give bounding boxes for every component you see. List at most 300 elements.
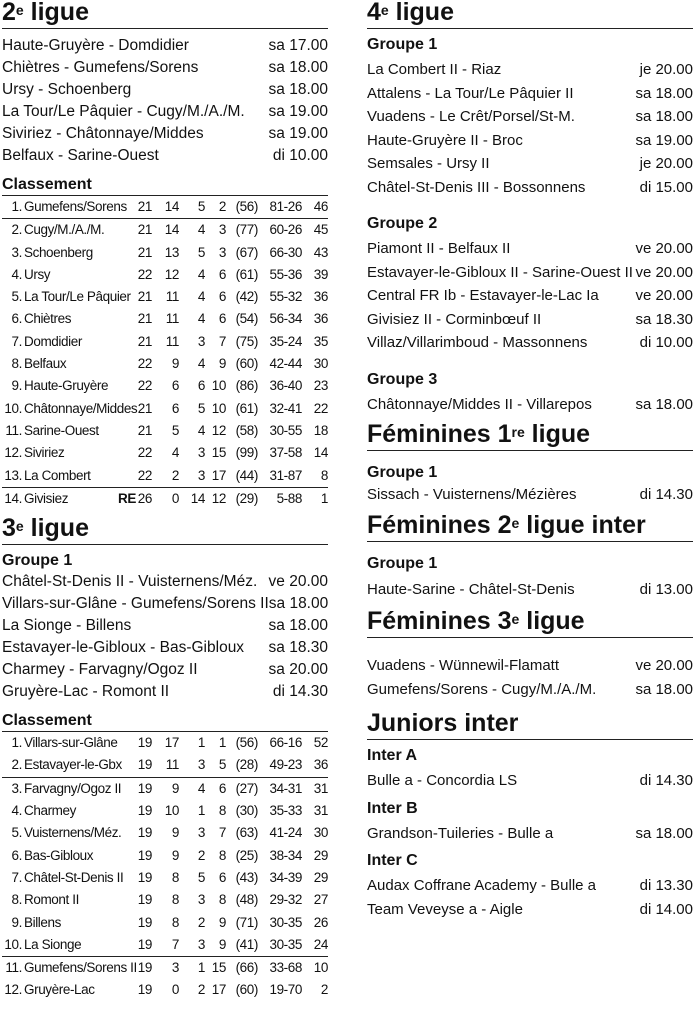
team-name: Ursy: [24, 266, 51, 282]
match-teams: Villars-sur-Glâne - Gumefens/Sorens II: [2, 595, 269, 613]
team-name: La Sionge: [24, 936, 82, 952]
match-date: ve 20.00: [635, 657, 693, 674]
stat-p: 22: [137, 445, 152, 461]
stat-l: 6: [218, 869, 226, 885]
match-teams: Bulle a - Concordia LS: [367, 772, 518, 789]
stat-goals: 38-34: [269, 847, 302, 863]
stat-pts: 10: [313, 960, 328, 976]
stat-d: 5: [197, 869, 205, 885]
table-row: [2, 934, 328, 957]
match-teams: Grandson-Tuileries - Bulle a: [367, 824, 554, 842]
stat-w: 9: [171, 356, 179, 372]
match-row: [2, 35, 328, 57]
stat-d: 4: [197, 780, 205, 796]
table-row: [2, 219, 328, 241]
stat-d: 3: [197, 333, 205, 349]
stat-pts: 27: [313, 892, 328, 908]
team-name: La Tour/Le Pâquier: [24, 289, 131, 305]
match-date: sa 18.00: [635, 824, 693, 842]
match-list: [367, 58, 693, 199]
stat-goals: 31-87: [269, 467, 302, 483]
section-title-2e-ligue: 2e ligue: [2, 0, 328, 29]
stat-goals: 55-36: [269, 266, 302, 282]
match-date: sa 18.00: [635, 680, 693, 698]
match-teams: Estavayer-le-Gibloux - Bas-Gibloux: [2, 639, 245, 657]
group-block: [367, 799, 693, 846]
stat-p: 21: [137, 289, 152, 305]
group-block: [367, 214, 693, 355]
stat-pts: 8: [320, 467, 328, 483]
match-list: [367, 769, 693, 793]
table-row: [2, 286, 328, 308]
match-row: [367, 105, 693, 129]
stat-p: 19: [137, 960, 152, 976]
match-date: ve 20.00: [635, 240, 693, 257]
stat-pen: (30): [235, 803, 258, 819]
stat-w: 7: [171, 936, 179, 952]
stat-pts: 39: [313, 266, 328, 282]
stat-d: 3: [197, 467, 205, 483]
stat-pts: 43: [313, 244, 328, 260]
match-date: di 10.00: [272, 147, 328, 164]
stat-goals: 5-88: [276, 490, 302, 506]
stat-pts: 18: [313, 422, 328, 438]
stat-w: 0: [171, 490, 179, 506]
stat-w: 5: [171, 422, 179, 438]
team-name: Gruyère-Lac: [24, 982, 95, 998]
rank: 5.: [11, 289, 22, 305]
stat-pen: (28): [235, 757, 258, 773]
group-heading: Inter B: [367, 799, 418, 817]
stat-pen: (61): [235, 266, 258, 282]
match-teams: Estavayer-le-Gibloux II - Sarine-Ouest II: [367, 263, 633, 281]
match-teams: Gumefens/Sorens - Cugy/M./A./M.: [367, 680, 597, 698]
match-date: ve 20.00: [635, 287, 693, 304]
stat-d: 4: [197, 422, 205, 438]
stat-d: 4: [197, 356, 205, 372]
match-teams: Sissach - Vuisternens/Mézières: [367, 486, 577, 503]
stat-d: 5: [197, 244, 205, 260]
team-name: Farvagny/Ogoz II: [24, 780, 122, 796]
table-row: [2, 442, 328, 464]
team-name: Domdidier: [24, 333, 82, 349]
table-row: [2, 331, 328, 353]
team-name: Chiètres: [24, 311, 72, 327]
match-date: di 14.00: [639, 900, 693, 918]
match-row: [367, 176, 693, 200]
stat-p: 19: [137, 757, 152, 773]
match-row: [2, 615, 328, 637]
stat-pts: 29: [313, 869, 328, 885]
match-date: sa 19.00: [268, 125, 328, 142]
group-block: [367, 851, 693, 921]
match-row: [2, 57, 328, 79]
match-date: di 13.00: [639, 580, 693, 598]
stat-l: 8: [218, 892, 226, 908]
match-date: sa 18.00: [635, 84, 693, 102]
stat-w: 9: [171, 825, 179, 841]
match-row: [2, 637, 328, 659]
rank: 13.: [4, 467, 22, 483]
stat-pts: 31: [313, 780, 328, 796]
stat-goals: 42-44: [269, 356, 302, 372]
team-name: Estavayer-le-Gbx: [24, 757, 122, 773]
match-teams: Châtel-St-Denis II - Vuisternens/Méz.: [2, 573, 258, 591]
match-teams: Belfaux - Sarine-Ouest: [2, 147, 159, 164]
stat-w: 14: [164, 199, 179, 214]
match-date: sa 18.00: [268, 81, 328, 98]
stat-p: 22: [137, 467, 152, 483]
stat-goals: 37-58: [269, 445, 302, 461]
stat-pen: (67): [235, 244, 258, 260]
stat-l: 10: [211, 400, 226, 416]
match-row: [2, 123, 328, 145]
rank: 1.: [11, 199, 22, 214]
stat-pts: 46: [313, 199, 328, 214]
stat-goals: 29-32: [269, 892, 302, 908]
stat-d: 4: [197, 266, 205, 282]
stat-p: 19: [137, 914, 152, 930]
team-name: Schoenberg: [24, 244, 93, 260]
stat-w: 9: [171, 780, 179, 796]
stat-p: 19: [137, 982, 152, 998]
stat-l: 9: [218, 914, 226, 930]
stat-pts: 2: [320, 982, 328, 998]
match-row: [2, 681, 328, 703]
rank: 9.: [11, 378, 22, 394]
team-name: Cugy/M./A./M.: [24, 222, 105, 238]
group-heading: Groupe 1: [367, 36, 438, 53]
stat-goals: 30-35: [269, 936, 302, 952]
match-teams: Team Veveyse a - Aigle: [367, 900, 523, 918]
table-row: [2, 822, 328, 844]
match-teams: Châtonnaye/Middes II - Villarepos: [367, 395, 592, 413]
match-list-feminines-3e: [367, 654, 693, 701]
stat-w: 6: [171, 378, 179, 394]
match-date: sa 18.00: [268, 59, 328, 76]
stat-l: 1: [218, 735, 226, 751]
rank: 4.: [11, 266, 22, 282]
stat-p: 21: [137, 333, 152, 349]
match-row: [2, 593, 328, 615]
stat-w: 14: [164, 222, 179, 238]
rank: 8.: [11, 356, 22, 372]
group-block: [367, 746, 693, 793]
stat-pts: 14: [313, 445, 328, 461]
stat-pen: (54): [235, 311, 258, 327]
stat-l: 17: [211, 982, 226, 998]
left-column: [2, 0, 328, 1002]
match-row: [2, 79, 328, 101]
table-row: [2, 465, 328, 488]
group-heading: Groupe 1: [367, 554, 438, 572]
stat-p: 21: [137, 422, 152, 438]
table-row: [2, 420, 328, 442]
table-row: [2, 778, 328, 800]
match-row: [367, 237, 693, 261]
stat-pts: 30: [313, 825, 328, 841]
stat-d: 1: [197, 735, 205, 751]
match-teams: Haute-Gruyère - Domdidier: [2, 37, 189, 54]
match-teams: La Combert II - Riaz: [367, 61, 502, 78]
team-name: Villars-sur-Glâne: [24, 735, 118, 751]
stat-l: 12: [211, 490, 226, 506]
match-teams: Attalens - La Tour/Le Pâquier II: [367, 84, 574, 102]
stat-w: 11: [165, 311, 179, 327]
rank: 3.: [11, 780, 22, 796]
stat-w: 12: [164, 266, 179, 282]
stat-goals: 30-55: [269, 422, 302, 438]
rank: 7.: [11, 869, 22, 885]
stat-goals: 60-26: [269, 222, 302, 238]
groups-juniors-inter: [367, 746, 693, 921]
match-teams: Piamont II - Belfaux II: [367, 240, 511, 257]
team-name: Gumefens/Sorens: [24, 199, 127, 214]
section-title-3e-ligue: 3e ligue: [2, 516, 328, 545]
stat-goals: 81-26: [269, 199, 302, 214]
stat-w: 4: [171, 445, 179, 461]
team-name: Givisiez: [24, 490, 69, 506]
stat-pen: (58): [235, 422, 258, 438]
stat-p: 22: [137, 356, 152, 372]
stat-pts: 45: [313, 222, 328, 238]
stat-l: 6: [218, 266, 226, 282]
stat-d: 3: [197, 936, 205, 952]
match-row: [367, 393, 693, 417]
stat-l: 9: [218, 356, 226, 372]
stat-l: 10: [211, 378, 226, 394]
match-date: di 14.30: [639, 486, 693, 503]
match-date: sa 17.00: [268, 37, 328, 54]
rank: 11.: [5, 422, 22, 438]
match-list: [367, 393, 693, 417]
stat-pts: 23: [313, 378, 328, 394]
match-date: sa 20.00: [268, 661, 328, 679]
rank: 10.: [4, 936, 22, 952]
match-row: [367, 331, 693, 355]
table-row: [2, 979, 328, 1001]
stat-pts: 35: [313, 333, 328, 349]
stat-goals: 33-68: [269, 960, 302, 976]
match-list-3e-ligue: [2, 571, 328, 703]
stat-w: 11: [165, 333, 179, 349]
stat-p: 19: [137, 803, 152, 819]
stat-w: 11: [165, 289, 179, 305]
stat-p: 19: [137, 936, 152, 952]
table-row: [2, 308, 328, 330]
stat-l: 12: [211, 422, 226, 438]
team-name: Siviriez: [24, 445, 65, 461]
stat-pts: 36: [313, 311, 328, 327]
table-row: [2, 845, 328, 867]
match-date: di 10.00: [639, 334, 693, 351]
status-note: RE: [118, 490, 136, 506]
match-row: [367, 578, 693, 602]
stat-pen: (63): [235, 825, 258, 841]
stat-p: 19: [137, 892, 152, 908]
stat-p: 19: [137, 847, 152, 863]
stat-pen: (60): [235, 982, 258, 998]
stat-l: 9: [218, 936, 226, 952]
match-row: [2, 571, 328, 593]
section-title-feminines-3e: Féminines 3e ligue: [367, 609, 693, 638]
match-date: je 20.00: [639, 155, 693, 172]
section-title-4e-ligue: 4e ligue: [367, 0, 693, 29]
stat-w: 9: [171, 847, 179, 863]
table-row: [2, 867, 328, 889]
rank: 6.: [11, 847, 22, 863]
stat-pen: (77): [235, 222, 258, 238]
stat-l: 15: [211, 960, 226, 976]
team-name: Châtel-St-Denis II: [24, 869, 124, 885]
match-date: sa 18.00: [635, 108, 693, 125]
stat-p: 21: [137, 400, 152, 416]
stat-w: 6: [171, 400, 179, 416]
group-heading: Groupe 1: [2, 552, 73, 570]
stat-p: 22: [137, 266, 152, 282]
group-heading: Groupe 3: [367, 370, 438, 388]
match-teams: Châtel-St-Denis III - Bossonnens: [367, 178, 586, 196]
match-teams: Haute-Gruyère II - Broc: [367, 131, 523, 149]
group-block: [367, 370, 693, 417]
stat-w: 2: [171, 467, 179, 483]
team-name: Châtonnaye/Middes: [24, 400, 138, 416]
stat-pen: (86): [235, 378, 258, 394]
table-row: [2, 488, 328, 510]
match-teams: Haute-Sarine - Châtel-St-Denis: [367, 580, 575, 598]
team-name: La Combert: [24, 467, 91, 483]
stat-p: 21: [137, 222, 152, 238]
stat-pen: (44): [235, 467, 258, 483]
match-teams: Gruyère-Lac - Romont II: [2, 683, 170, 701]
match-row: [367, 874, 693, 898]
section-title-feminines-2e-inter: Féminines 2e ligue inter: [367, 513, 693, 542]
stat-pts: 52: [313, 735, 328, 751]
stat-goals: 34-39: [269, 869, 302, 885]
stat-pen: (99): [235, 445, 258, 461]
team-name: Billens: [24, 914, 61, 930]
stat-p: 21: [137, 199, 152, 214]
stat-pen: (71): [235, 914, 258, 930]
rank: 12.: [4, 982, 22, 998]
stat-w: 8: [171, 914, 179, 930]
match-row: [367, 152, 693, 176]
section-title-feminines-1re: Féminines 1re ligue: [367, 422, 693, 451]
stat-d: 3: [197, 892, 205, 908]
table-row: [2, 800, 328, 822]
team-name: Romont II: [24, 892, 79, 908]
standings-table-2e-ligue: [2, 195, 328, 510]
stat-p: 19: [137, 825, 152, 841]
match-list-feminines-2e: [367, 578, 693, 602]
match-date: sa 18.30: [268, 639, 328, 657]
match-date: sa 19.00: [635, 131, 693, 149]
stat-l: 7: [218, 333, 226, 349]
match-teams: Chiètres - Gumefens/Sorens: [2, 59, 199, 76]
stat-d: 3: [197, 757, 205, 773]
rank: 11.: [5, 960, 22, 976]
match-teams: Vuadens - Wünnewil-Flamatt: [367, 657, 560, 674]
stat-goals: 34-31: [269, 780, 302, 796]
match-teams: Semsales - Ursy II: [367, 155, 490, 172]
table-row: [2, 889, 328, 911]
stat-pen: (25): [235, 847, 258, 863]
stat-p: 22: [137, 378, 152, 394]
team-name: Charmey: [24, 803, 76, 819]
match-row: [367, 261, 693, 285]
match-date: di 14.30: [272, 683, 328, 701]
classement-heading: Classement: [2, 712, 92, 730]
stat-l: 2: [218, 199, 226, 214]
stat-goals: 66-16: [269, 735, 302, 751]
rank: 12.: [4, 445, 22, 461]
stat-w: 17: [164, 735, 179, 751]
stat-w: 3: [171, 960, 179, 976]
match-row: [367, 769, 693, 793]
stat-p: 19: [137, 869, 152, 885]
match-row: [367, 483, 693, 507]
groups-4e-ligue: [367, 35, 693, 416]
stat-goals: 66-30: [269, 244, 302, 260]
stat-d: 5: [197, 400, 205, 416]
rank: 8.: [11, 892, 22, 908]
match-teams: Villaz/Villarimboud - Massonnens: [367, 334, 588, 351]
match-teams: Givisiez II - Corminbœuf II: [367, 310, 542, 328]
match-row: [367, 129, 693, 153]
stat-l: 17: [211, 467, 226, 483]
stat-pen: (41): [235, 936, 258, 952]
stat-d: 6: [197, 378, 205, 394]
match-row: [2, 101, 328, 123]
match-row: [367, 284, 693, 308]
classement-heading: Classement: [2, 176, 92, 193]
stat-pts: 22: [313, 400, 328, 416]
team-name: Sarine-Ouest: [24, 422, 99, 438]
match-teams: La Tour/Le Pâquier - Cugy/M./A./M.: [2, 103, 245, 120]
match-row: [367, 58, 693, 82]
stat-pen: (56): [235, 735, 258, 751]
stat-pen: (66): [235, 960, 258, 976]
stat-p: 19: [137, 780, 152, 796]
stat-pen: (48): [235, 892, 258, 908]
stat-w: 8: [171, 869, 179, 885]
stat-d: 5: [197, 199, 205, 214]
match-date: ve 20.00: [635, 263, 693, 281]
stat-w: 10: [164, 803, 179, 819]
stat-goals: 30-35: [269, 914, 302, 930]
rank: 9.: [11, 914, 22, 930]
stat-pen: (61): [235, 400, 258, 416]
stat-goals: 36-40: [269, 378, 302, 394]
match-date: sa 18.00: [268, 617, 328, 635]
rank: 10.: [4, 400, 22, 416]
rank: 6.: [11, 311, 22, 327]
right-column: [367, 0, 693, 921]
table-row: [2, 754, 328, 777]
match-list: [367, 237, 693, 355]
stat-w: 13: [164, 244, 179, 260]
stat-l: 15: [211, 445, 226, 461]
stat-p: 19: [137, 735, 152, 751]
match-date: di 14.30: [639, 772, 693, 789]
match-date: sa 19.00: [268, 103, 328, 120]
stat-pts: 29: [313, 847, 328, 863]
table-row: [2, 196, 328, 219]
stat-d: 2: [197, 847, 205, 863]
match-date: sa 18.30: [635, 310, 693, 328]
team-name: Belfaux: [24, 356, 67, 372]
table-row: [2, 375, 328, 397]
